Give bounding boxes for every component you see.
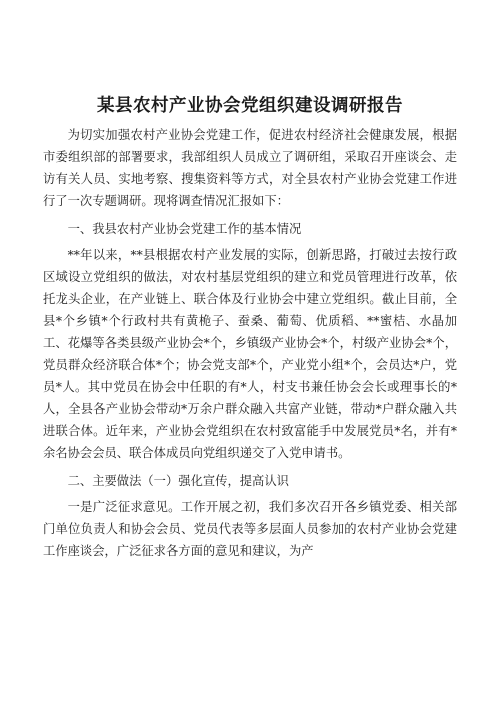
section-heading-2: 二、主要做法（一）强化宣传，提高认识: [67, 474, 289, 488]
document-title: 某县农村产业协会党组织建设调研报告: [97, 96, 403, 116]
intro-paragraph: 为切实加强农村产业协会党建工作，促进农村经济社会健康发展，根据市委组织部的部署要求，我部组织人员成立了调研组，采取召开座谈会、走访有关人员、实地考察、搜集资料等方式，对全县农村产业协会党建工作进行了一次专题调研。现将调查情况汇报如下：: [43, 128, 457, 208]
practice-paragraph: 一是广泛征求意见。工作开展之初，我们多次召开各乡镇党委、相关部门单位负责人和协会会员、党员代表等多层面人员参加的农村产业协会党建工作座谈会，广泛征求各方面的意见和建议，为产: [43, 500, 457, 558]
basic-situation-paragraph: **年以来，**县根据农村产业发展的实际，创新思路，打破过去按行政区域设立党组织的做法，对农村基层党组织的建立和党员管理进行改革，依托龙头企业，在产业链上、联合体及行业协会中建立党组织。截止目前，全县*个乡镇*个行政村共有黄桅子、蚕桑、葡萄、优质稻、**蜜桔、水晶加工、花爆等各类县级产业协会*个，乡镇级产业协会*个，村级产业协会*个，党员群众经济联合体*个；协会党支部*个，产业党小组*个，会员达*户，党员*人。其中党员在协会中任职的有*人，村支书兼任协会会长或理事长的*人，全县各产业协会带动*万余户群众融入共富产业链，带动*户群众融入共进联合体。近年来，产业协会党组织在农村致富能手中发展党员*名，并有*余名协会会员、联合体成员向党组织递交了入党申请书。: [43, 248, 457, 460]
section-heading-1: 一、我县农村产业协会党建工作的基本情况: [67, 222, 302, 236]
document-body: [43, 124, 457, 562]
